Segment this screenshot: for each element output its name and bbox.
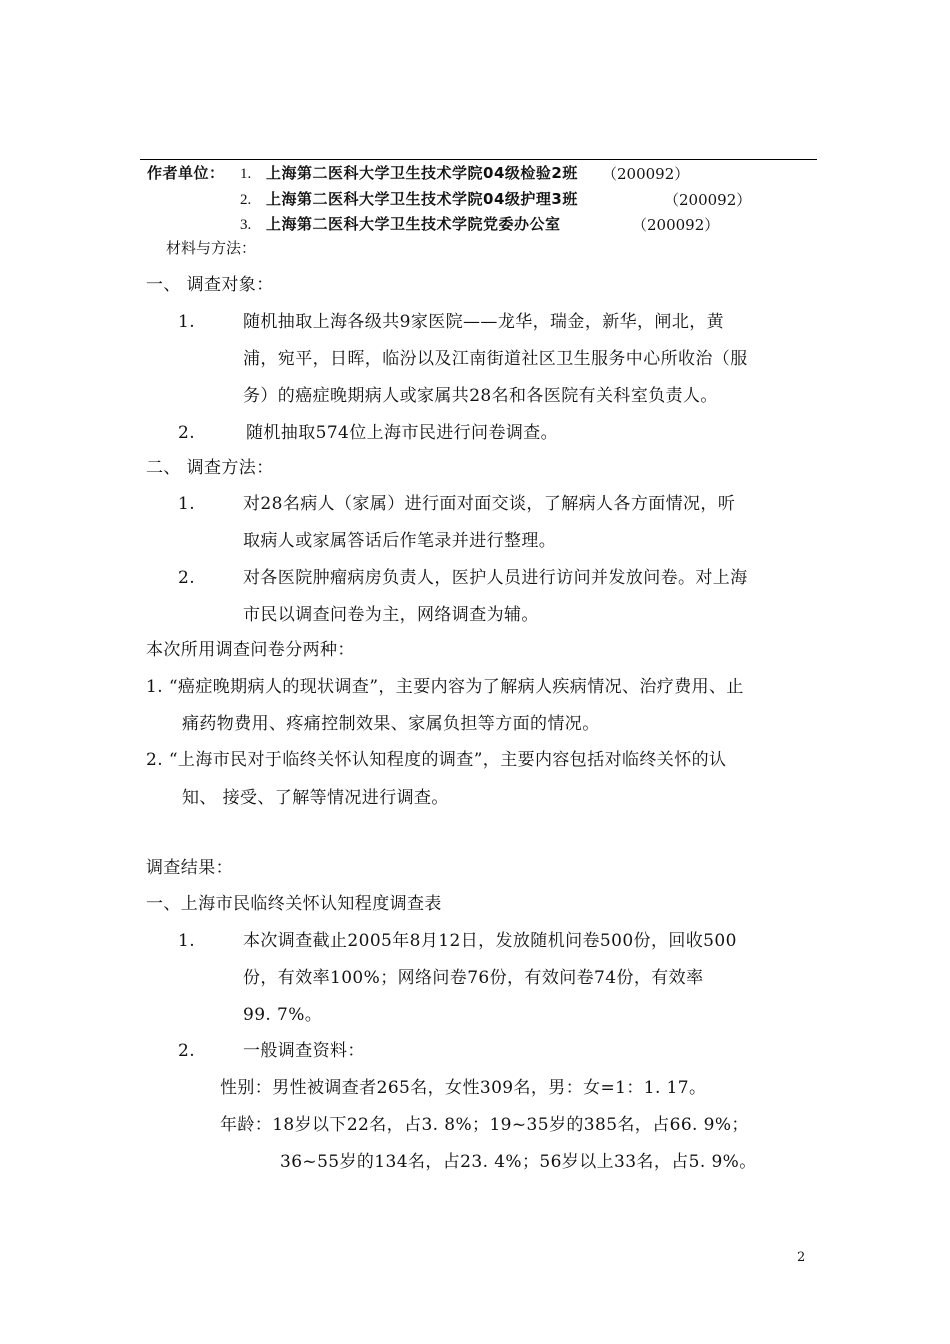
- results-item1-line1: 本次调查截止2005年8月12日，发放随机问卷500份，回收500: [243, 931, 737, 951]
- section1-item2-line1: 随机抽取574位上海市民进行问卷调查。: [246, 423, 559, 443]
- results-gender: 性别：男性被调查者265名，女性309名，男：女=1：1. 17。: [220, 1078, 707, 1098]
- results-item1-line3: 99. 7%。: [243, 1005, 323, 1025]
- questionnaire-item1-line1: 1. “癌症晚期病人的现状调查”，主要内容为了解病人疾病情况、治疗费用、止: [146, 677, 744, 697]
- section1-item1-line2: 浦，宛平，日晖，临汾以及江南街道社区卫生服务中心所收治（服: [243, 349, 748, 369]
- results-heading: 调查结果：: [146, 858, 233, 878]
- affiliation-1-text: 上海第二医科大学卫生技术学院04级检验2班: [266, 164, 578, 182]
- results-item1-line2: 份，有效率100%；网络问卷76份，有效问卷74份，有效率: [243, 968, 704, 988]
- results-item2-line1: 一般调查资料：: [243, 1041, 365, 1061]
- page-number: 2: [797, 1250, 806, 1265]
- results-age-line1: 年龄：18岁以下22名，占3. 8%；19~35岁的385名，占66. 9%；: [220, 1115, 749, 1135]
- materials-heading: 材料与方法：: [166, 239, 257, 257]
- questionnaire-intro: 本次所用调查问卷分两种：: [146, 640, 355, 660]
- affiliation-2-text: 上海第二医科大学卫生技术学院04级护理3班: [266, 190, 578, 208]
- section1-item2-num: 2.: [178, 423, 196, 443]
- affiliation-3-code: （200092）: [632, 216, 720, 234]
- affiliation-2-num: 2.: [240, 192, 252, 208]
- affiliation-3-num: 3.: [240, 217, 252, 233]
- section2-heading: 二、 调查方法：: [146, 458, 274, 478]
- questionnaire-item2-line2: 知、 接受、了解等情况进行调查。: [182, 788, 449, 808]
- results-item1-num: 1.: [178, 931, 196, 951]
- affiliation-label: 作者单位：: [147, 164, 225, 182]
- section2-item2-line2: 市民以调查问卷为主，网络调查为辅。: [243, 605, 539, 625]
- section2-item1-line2: 取病人或家属答话后作笔录并进行整理。: [243, 531, 557, 551]
- affiliation-1-code: （200092）: [602, 165, 690, 183]
- section1-item1-num: 1.: [178, 312, 196, 332]
- questionnaire-item1-line2: 痛药物费用、疼痛控制效果、家属负担等方面的情况。: [182, 714, 600, 734]
- section2-item1-line1: 对28名病人（家属）进行面对面交谈，了解病人各方面情况，听: [243, 494, 736, 514]
- affiliation-1-num: 1.: [240, 166, 252, 182]
- section2-item1-num: 1.: [178, 494, 196, 514]
- section2-item2-line1: 对各医院肿瘤病房负责人，医护人员进行访问并发放问卷。对上海: [243, 568, 748, 588]
- affiliation-3-text: 上海第二医科大学卫生技术学院党委办公室: [266, 215, 561, 233]
- questionnaire-item2-line1: 2. “上海市民对于临终关怀认知程度的调查”，主要内容包括对临终关怀的认: [146, 750, 727, 770]
- section1-item1-line3: 务）的癌症晚期病人或家属共28名和各医院有关科室负责人。: [243, 386, 718, 406]
- section1-item1-line1: 随机抽取上海各级共9家医院——龙华，瑞金，新华，闸北，黄: [243, 312, 725, 332]
- header-rule: [140, 159, 817, 160]
- affiliation-2-code: （200092）: [664, 191, 752, 209]
- results-item2-num: 2.: [178, 1041, 196, 1061]
- results-subheading: 一、上海市民临终关怀认知程度调查表: [146, 894, 442, 914]
- results-age-line2: 36~55岁的134名，占23. 4%；56岁以上33名，占5. 9%。: [280, 1152, 757, 1172]
- section2-item2-num: 2.: [178, 568, 196, 588]
- section1-heading: 一、 调查对象：: [146, 275, 274, 295]
